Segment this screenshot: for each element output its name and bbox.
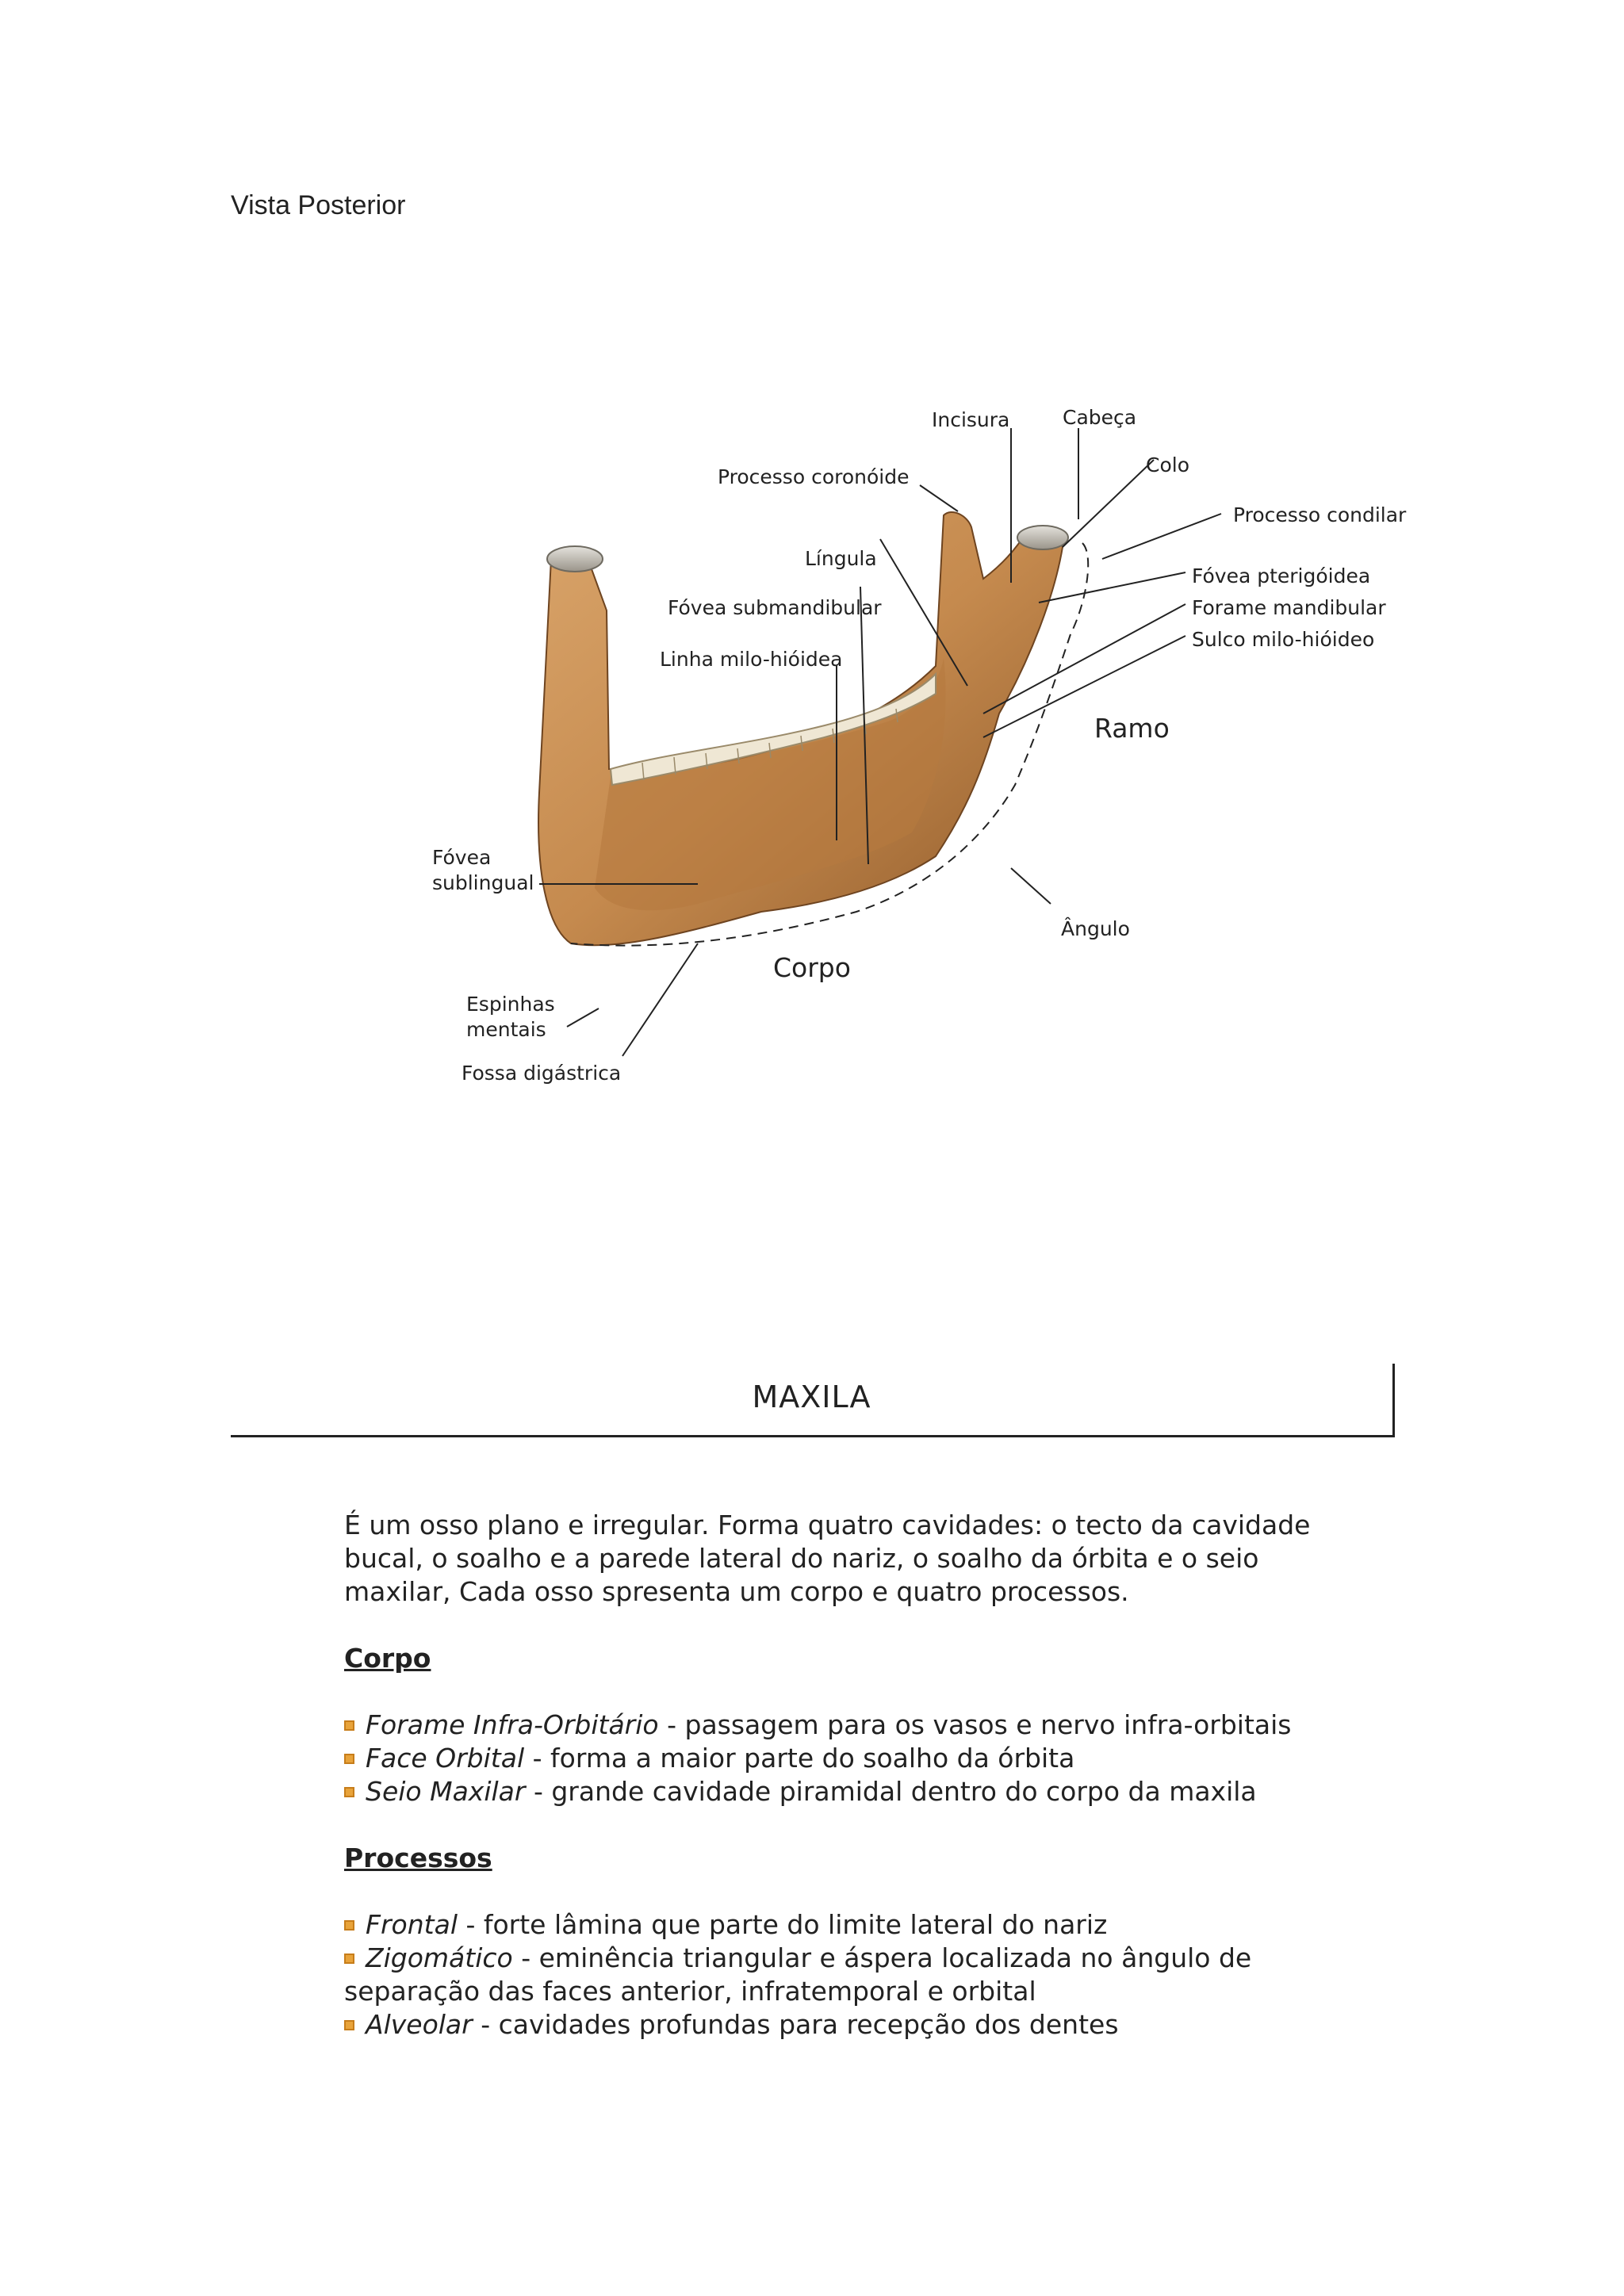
list-item	[344, 1742, 1399, 1775]
label-ramo: Ramo	[1094, 713, 1170, 744]
label-colo: Colo	[1146, 453, 1189, 476]
item-term: Zigomático	[366, 1942, 513, 1973]
list-item	[344, 1942, 1399, 1975]
intro-line: bucal, o soalho e a parede lateral do nariz, o soalho da órbita e o seio	[344, 1543, 1259, 1574]
item-desc: separação das faces anterior, infratemporal e orbital	[344, 1976, 1036, 2007]
item-desc: - forma a maior parte do soalho da órbita	[524, 1743, 1075, 1774]
section-title: MAXILA	[752, 1380, 871, 1414]
label-espinhas-2: mentais	[466, 1018, 546, 1041]
item-desc: - forte lâmina que parte do limite lateral do nariz	[457, 1909, 1108, 1940]
processos-heading: Processos	[344, 1843, 492, 1873]
label-linha-milo-hioidea: Linha milo-hióidea	[660, 648, 843, 671]
item-term: Alveolar	[366, 2009, 473, 2040]
label-fovea-sublingual-1: Fóvea	[432, 846, 492, 869]
list-item	[344, 1775, 1399, 1808]
label-fovea-sublingual-2: sublingual	[432, 871, 534, 894]
label-fovea-pterigoidea: Fóvea pterigóidea	[1192, 564, 1371, 587]
label-incisura: Incisura	[932, 408, 1010, 431]
label-lingula: Língula	[805, 547, 877, 570]
item-desc: - eminência triangular e áspera localizada no ângulo de	[512, 1942, 1252, 1973]
list-item-continuation	[344, 1975, 1399, 2008]
left-condyle-head	[547, 546, 603, 572]
label-forame-mandibular: Forame mandibular	[1192, 596, 1386, 619]
label-processo-condilar: Processo condilar	[1233, 503, 1407, 526]
corpo-heading: Corpo	[344, 1643, 431, 1674]
bullet-icon	[344, 1754, 354, 1764]
mandible-figure	[412, 396, 1427, 1102]
list-item	[344, 1709, 1399, 1742]
intro-line: É um osso plano e irregular. Forma quatro cavidades: o tecto da cavidade	[344, 1510, 1311, 1540]
item-desc: - cavidades profundas para recepção dos dentes	[472, 2009, 1119, 2040]
list-item	[344, 2008, 1399, 2042]
mandible-illustration	[412, 396, 1427, 1102]
item-term: Frontal	[366, 1909, 458, 1940]
bullet-icon	[344, 1954, 354, 1964]
label-corpo: Corpo	[773, 952, 851, 983]
section-content	[344, 1509, 1399, 2042]
section-heading-box	[231, 1364, 1395, 1437]
right-condyle-head	[1017, 526, 1068, 549]
label-fovea-submandibular: Fóvea submandibular	[668, 596, 882, 619]
intro-line: maxilar, Cada osso spresenta um corpo e quatro processos.	[344, 1576, 1129, 1607]
bullet-icon	[344, 2020, 354, 2030]
label-sulco-milo-hioideo: Sulco milo-hióideo	[1192, 628, 1375, 651]
label-processo-coronoide: Processo coronóide	[718, 465, 910, 488]
item-desc: - passagem para os vasos e nervo infra-orbitais	[658, 1709, 1292, 1740]
list-item	[344, 1908, 1399, 1942]
label-angulo: Ângulo	[1061, 917, 1130, 940]
item-desc: - grande cavidade piramidal dentro do corpo da maxila	[525, 1776, 1257, 1807]
label-cabeca: Cabeça	[1063, 406, 1137, 429]
page-caption: Vista Posterior	[231, 190, 406, 220]
label-fossa-digastrica: Fossa digástrica	[462, 1062, 622, 1085]
bullet-icon	[344, 1920, 354, 1931]
item-term: Forame Infra-Orbitário	[366, 1709, 659, 1740]
label-espinhas-1: Espinhas	[466, 993, 555, 1016]
item-term: Face Orbital	[366, 1743, 525, 1774]
bullet-icon	[344, 1720, 354, 1731]
item-term: Seio Maxilar	[366, 1776, 526, 1807]
bullet-icon	[344, 1787, 354, 1797]
